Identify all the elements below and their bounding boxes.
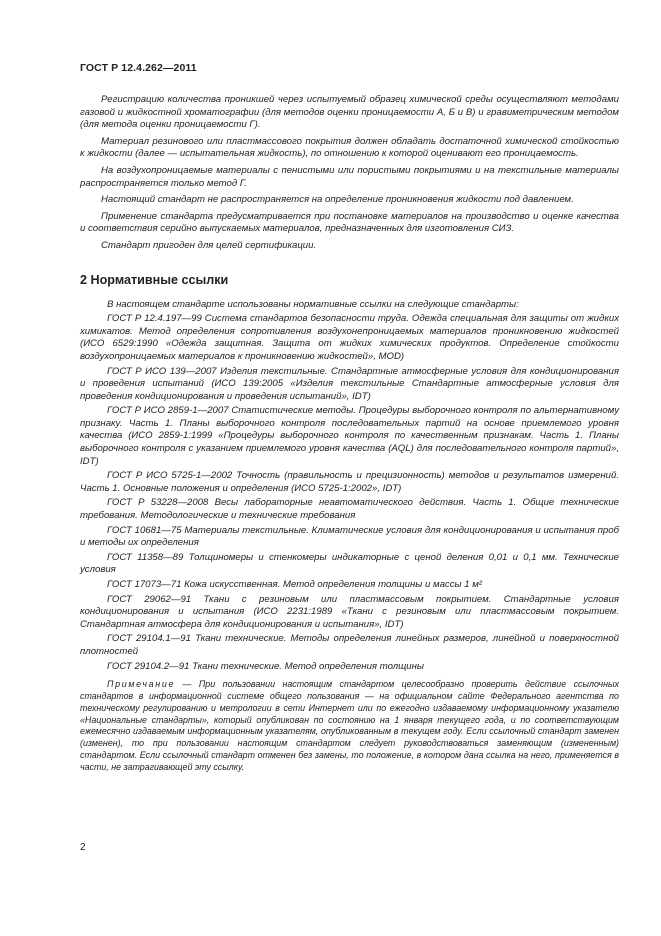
- reference-item: ГОСТ 10681—75 Материалы текстильные. Климатические условия для кондиционирования и испытания проб и методы их определения: [80, 524, 619, 549]
- reference-item: ГОСТ 11358—89 Толщиномеры и стенкомеры индикаторные с ценой деления 0,01 и 0,1 мм. Технические условия: [80, 551, 619, 576]
- note-text: — При пользовании настоящим стандартом целесообразно проверить действие ссылочных стандартов в информационной системе общего пользования — на официальном сайте Федерального агентства по техническому регулированию и метрологии в сети Интернет или по ежегодно издаваемому информационному указателю «Национальные стандарты», который опубликован по состоянию на 1 января текущего года, и по соответствующим ежемесячно издаваемым информационным указателям, опубликованным в текущем году. Если ссылочный стандарт заменен (изменен), то при пользовании настоящим стандартом следует руководствоваться заменяющим (измененным) стандартом. Если ссылочный стандарт отменен без замены, то положение, в котором дана ссылка на него, применяется в части, не затрагивающей эту ссылку.: [80, 679, 619, 772]
- reference-item: ГОСТ 29104.2—91 Ткани технические. Метод определения толщины: [107, 660, 424, 672]
- intro-paragraph: Регистрацию количества проникшей через испытуемый образец химической среды осуществляют методами газовой и жидкостной хроматографии (для методов оценки проницаемости А, Б и В) и гравиметрическим методом (для метода оценки проницаемости Г).: [80, 94, 619, 131]
- reference-item: ГОСТ Р 53228—2008 Весы лабораторные неавтоматического действия. Часть 1. Общие технические требования. Методологические и технические требования: [80, 497, 619, 522]
- note-paragraph: [80, 679, 619, 773]
- section-intro: В настоящем стандарте использованы нормативные ссылки на следующие стандарты:: [107, 298, 519, 310]
- reference-item: ГОСТ Р 12.4.197—99 Система стандартов безопасности труда. Одежда специальная для защиты от жидких химикатов. Метод определения сопротивления воздухонепроницаемых материалов проникновению жидкостей (ИСО 6529:1990 «Одежда защитная. Защита от жидких химических продуктов. Определение стойкости воздухопроницаемых материалов к проникновению жидкостей», MOD): [80, 313, 619, 362]
- page-content: [80, 94, 619, 774]
- reference-item: ГОСТ Р ИСО 2859-1—2007 Статистические методы. Процедуры выборочного контроля по альтернативному признаку. Часть 1. Планы выборочного контроля последовательных партий на основе приемлемого уровня качества (ИСО 2859-1:1999 «Процедуры выборочного контроля по качественным признакам. Часть 1. Планы выборочного контроля с указанием приемлемого уровня качества (AQL) для последовательного контроля партий», IDT): [80, 405, 619, 467]
- intro-paragraph: На воздухопроницаемые материалы с пенистыми или пористыми покрытиями и на текстильные материалы распространяется только метод Г.: [80, 164, 619, 189]
- note-label: Примечание: [107, 679, 176, 690]
- reference-item: ГОСТ 29062—91 Ткани с резиновым или пластмассовым покрытием. Стандартные условия кондиционирования и испытания (ИСО 2231:1989 «Ткани с резиновым или пластмассовым покрытием. Стандартная атмосфера для кондиционирования и испытания», IDT): [80, 593, 619, 630]
- intro-paragraph: Применение стандарта предусматривается при постановке материалов на производство и оценке качества и соответствия серийно выпускаемых материалов, предназначенных для изготовления СИЗ.: [80, 210, 619, 235]
- reference-item: ГОСТ 29104.1—91 Ткани технические. Методы определения линейных размеров, линейной и поверхностной плотностей: [80, 633, 619, 657]
- page-number: 2: [80, 842, 86, 853]
- intro-paragraph: Материал резинового или пластмассового покрытия должен обладать достаточной химической стойкостью к жидкости (далее — испытательная жидкость), по отношению к которой оценивают его проницаемость.: [80, 135, 619, 160]
- document-code-header: ГОСТ Р 12.4.262—2011: [80, 62, 197, 74]
- reference-item: ГОСТ Р ИСО 5725-1—2002 Точность (правильность и прецизионность) методов и результатов измерений. Часть 1. Основные положения и определения (ИСО 5725-1:2002», IDT): [80, 470, 619, 494]
- reference-item: ГОСТ Р ИСО 139—2007 Изделия текстильные. Стандартные атмосферные условия для кондиционирования и проведения испытаний (ИСО 139:2005 «Изделия текстильные Стандартные атмосферные условия для проведения кондиционирования и проведения испытаний», IDT): [80, 365, 619, 402]
- intro-paragraph: Настоящий стандарт не распространяется на определение проникновения жидкости под давлением.: [101, 194, 574, 206]
- section-title: 2 Нормативные ссылки: [80, 272, 229, 287]
- intro-paragraph: Стандарт пригоден для целей сертификации.: [101, 239, 317, 251]
- reference-item: ГОСТ 17073—71 Кожа искусственная. Метод определения толщины и массы 1 м²: [107, 579, 482, 590]
